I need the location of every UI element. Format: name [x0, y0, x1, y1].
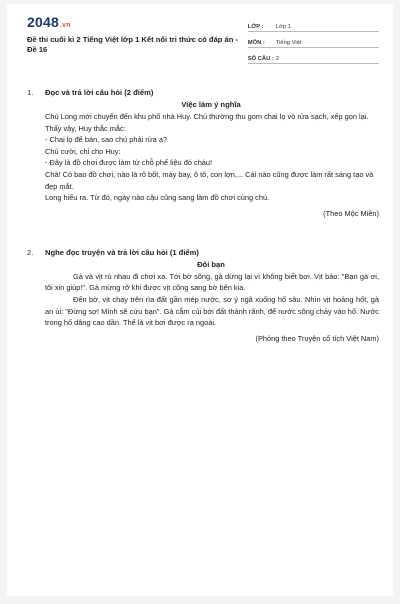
story-paragraph: Gà và vịt rủ nhau đi chơi xa. Tới bờ sông, gà dừng lại vì không biết bơi. Vịt bảo: "Bạn gà ơi, tôi xin giúp!". Gà mừng rỡ khi được vịt cõng sang bờ bên kia. [45, 271, 379, 293]
header-left [27, 14, 248, 66]
meta-label: SỐ CÂU : [247, 56, 274, 62]
meta-row-subject [248, 34, 379, 48]
story-line: - Đây là đồ chơi được làm từ chỗ phế liệu đó cháu! [45, 158, 213, 168]
meta-value: Tiếng Việt [275, 40, 302, 46]
logo-suffix: .vn [59, 22, 71, 29]
story-source: (Phỏng theo Truyện cổ tích Việt Nam) [255, 333, 379, 343]
question-heading [27, 248, 379, 258]
meta-row-class [248, 18, 379, 32]
meta-row-question-count [248, 50, 379, 64]
question-1 [27, 88, 379, 220]
story-body [45, 111, 379, 220]
meta-label: MÔN : [247, 40, 265, 46]
meta-label: LỚP : [247, 24, 264, 30]
story-paragraph: Đến bờ, vịt chạy trên rìa đất gần mép nước, sơ ý ngã xuống hố sâu. Nhìn vịt hoảng hốt, gà an ủi: "Đừng sợ! Mình sẽ cứu bạn". Gà cắm cúi bới đất thành rãnh, để nước sông chảy vào hố. Nước trong hố dâng cao dần. Thế là vịt bơi được ra ngoài. [45, 294, 379, 328]
question-text: Nghe đọc truyện và trả lời câu hỏi (1 điểm) [45, 247, 199, 257]
site-logo[interactable] [27, 14, 248, 30]
logo-main: 2048 [27, 14, 59, 30]
meta-value: Lớp 1 [275, 24, 291, 30]
meta-value: 2 [275, 56, 279, 62]
question-heading [27, 88, 379, 98]
question-2 [27, 248, 379, 345]
question-number: 1. [27, 88, 34, 97]
document-header [27, 14, 379, 66]
document-title: Đề thi cuối kì 2 Tiếng Việt lớp 1 Kết nối tri thức có đáp án - Đề 16 [27, 35, 239, 54]
story-line: Chú Long mới chuyển đến khu phố nhà Huy. Chú thường thu gom chai lọ vỏ rửa sạch, xếp gọn lại. Thấy vậy, Huy thắc mắc: [45, 112, 369, 133]
story-source: (Theo Mộc Miên) [323, 208, 379, 218]
story-body [45, 271, 379, 345]
story-line: Chú cười, chỉ cho Huy: [45, 146, 121, 156]
question-text: Đọc và trả lời câu hỏi (2 điểm) [45, 88, 154, 97]
document-page [7, 4, 393, 596]
story-line: Long hiểu ra. Từ đó, ngày nào cậu cũng sang làm đồ chơi cùng chú. [45, 193, 270, 203]
story-title: Việc làm ý nghĩa [181, 100, 241, 109]
story-title: Đôi bạn [197, 259, 225, 269]
question-number: 2. [27, 247, 34, 257]
story-line: Chà! Có bao đồ chơi, nào là rô bốt, máy bay, ô tô, con lợn,... Cái nào cũng được làm rất sáng tạo và đẹp mắt. [45, 169, 374, 191]
meta-box [248, 18, 379, 66]
story-line: - Chai lọ để bán, sao chú phải rửa ạ? [45, 135, 168, 145]
